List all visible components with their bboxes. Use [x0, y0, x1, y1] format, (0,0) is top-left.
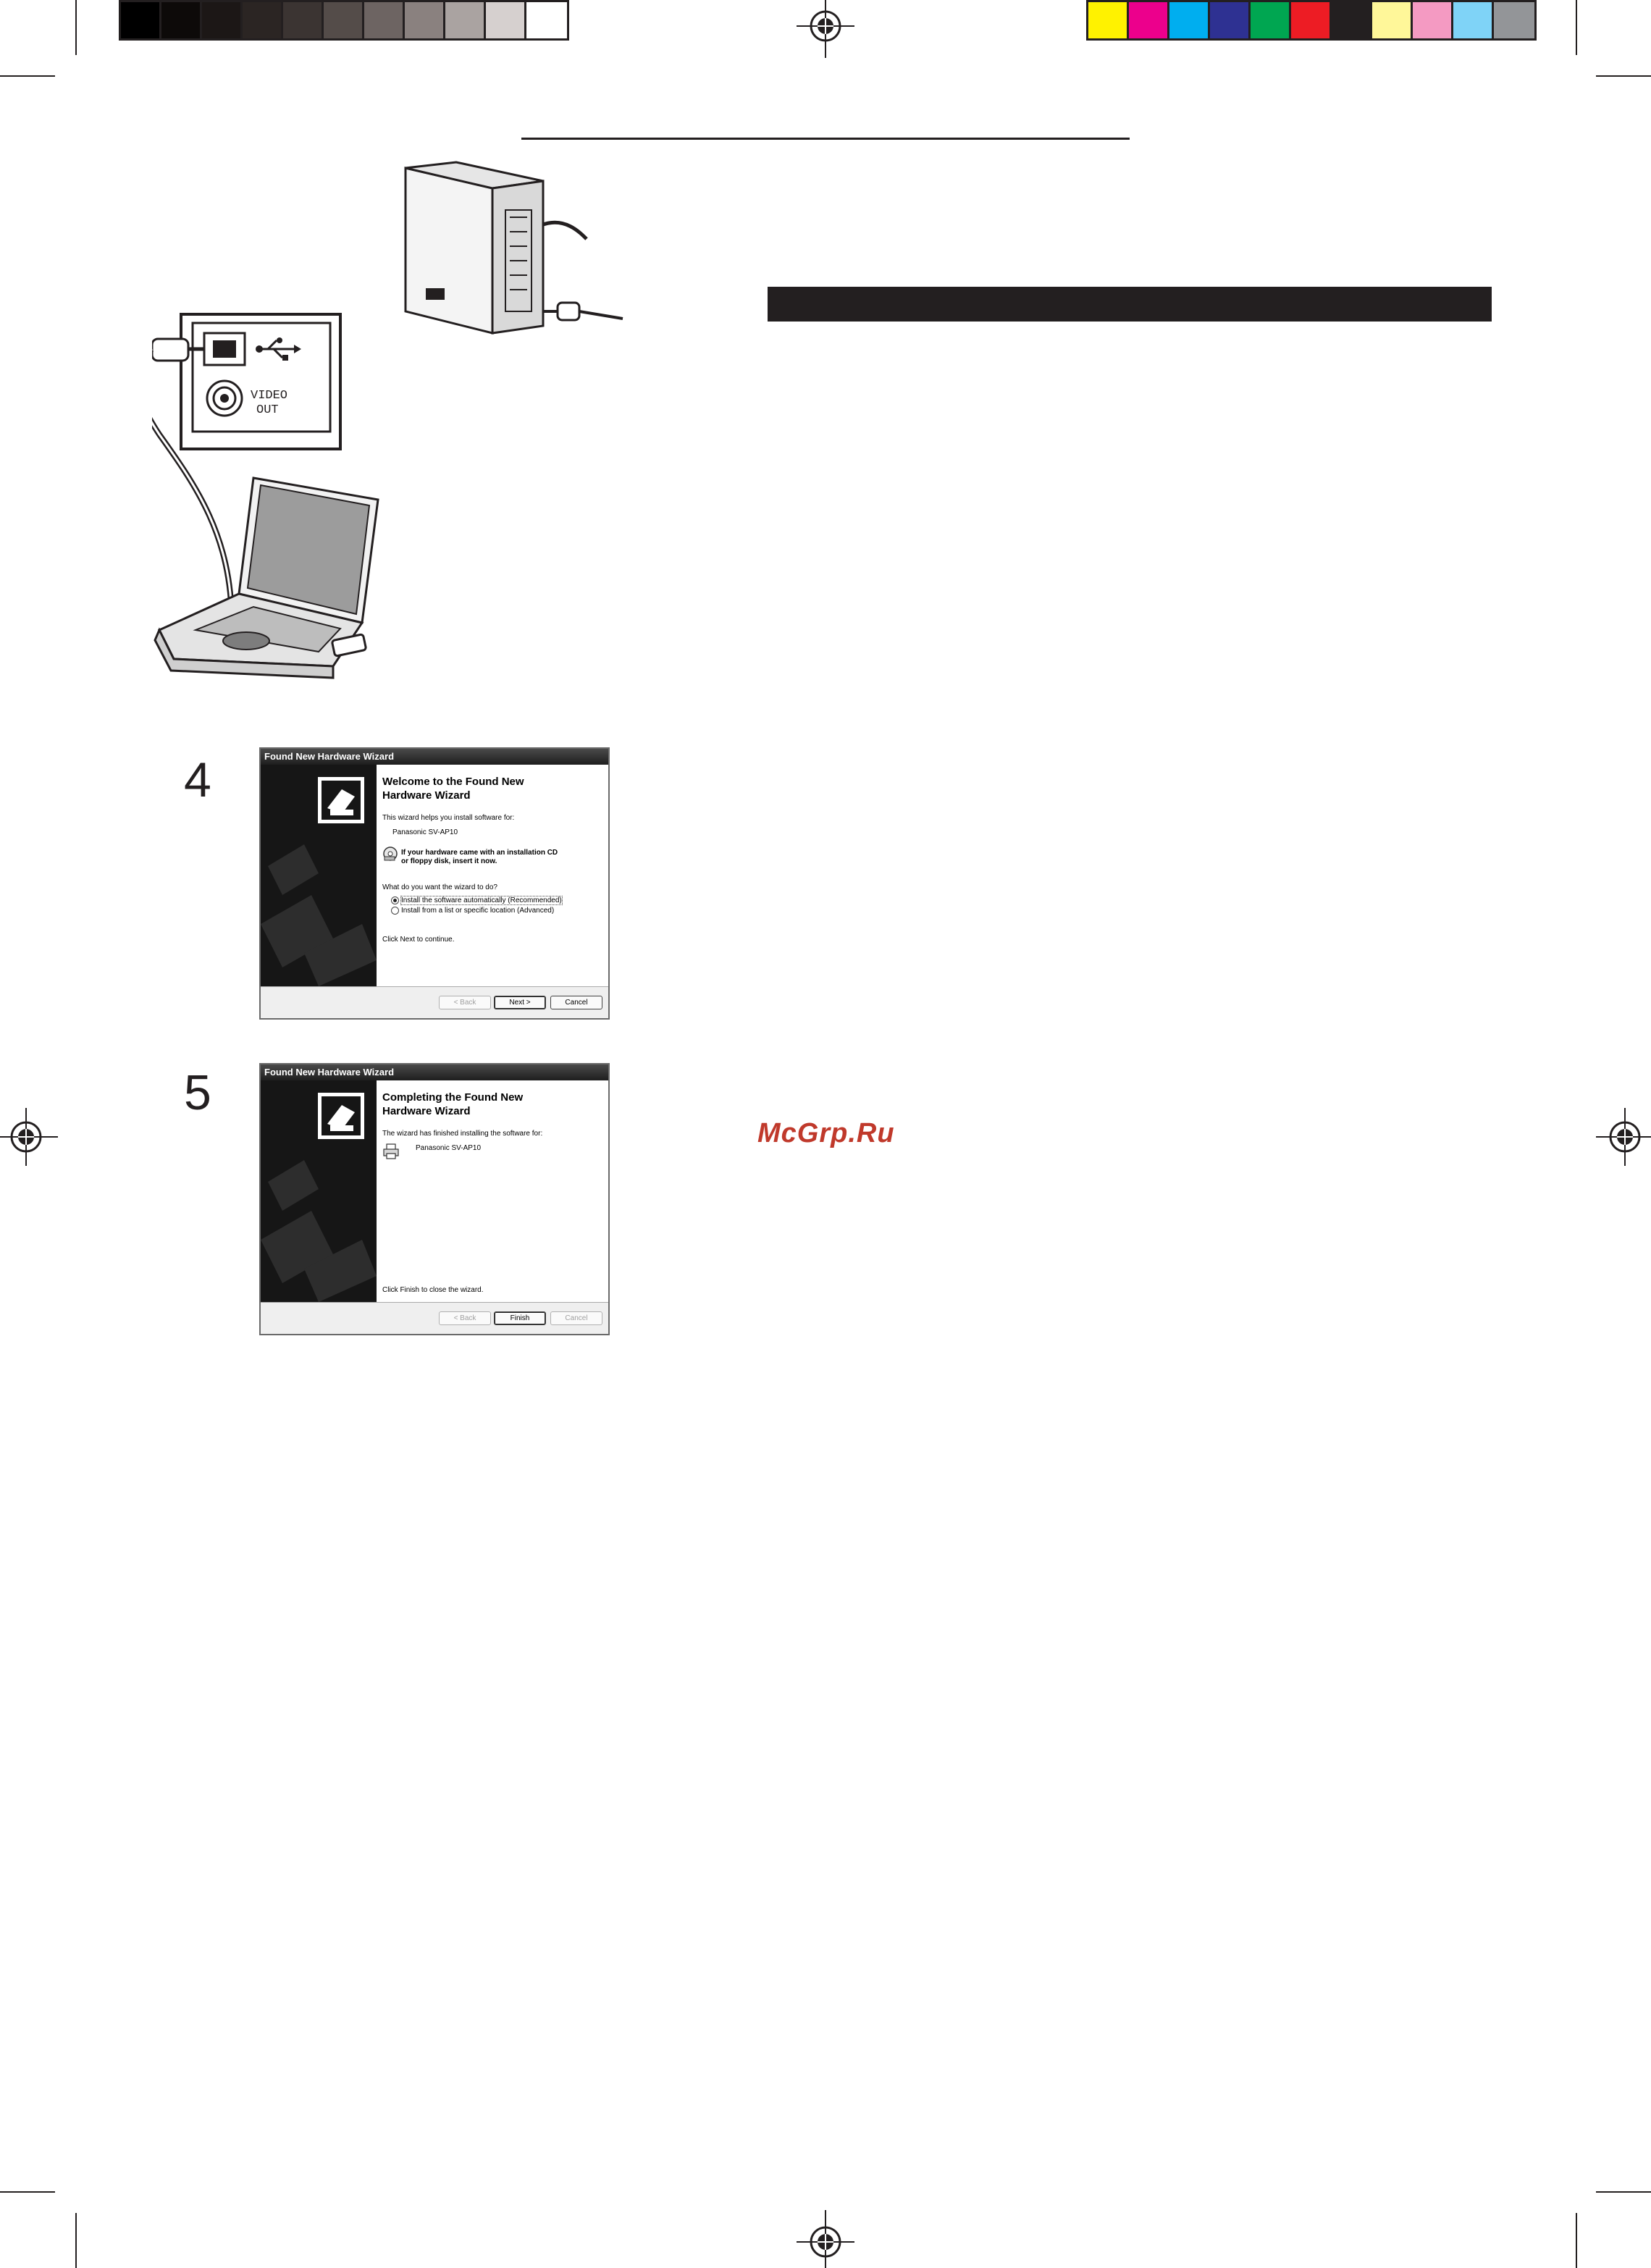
section-heading-bar [768, 287, 1492, 322]
color-swatch [243, 2, 283, 38]
color-swatch [1169, 2, 1210, 38]
wizard-side-panel [261, 1080, 377, 1302]
wizard-welcome-dialog [259, 747, 610, 1020]
wizard-intro-text: This wizard helps you install software for: [382, 814, 515, 822]
color-swatch [283, 2, 324, 38]
color-swatch [1332, 2, 1372, 38]
color-swatch [1372, 2, 1413, 38]
wizard-question-text: What do you want the wizard to do? [382, 883, 497, 891]
color-swatch-bar [1086, 0, 1537, 41]
color-swatch [1453, 2, 1494, 38]
cd-disk-icon [382, 846, 398, 862]
wizard-title-bar: Found New Hardware Wizard [261, 749, 608, 765]
video-label-line-2: OUT [256, 403, 279, 417]
crop-mark [1576, 2213, 1577, 2268]
color-swatch [1251, 2, 1291, 38]
color-swatch [445, 2, 486, 38]
wizard-title-bar: Found New Hardware Wizard [261, 1064, 608, 1080]
wizard-side-panel [261, 765, 377, 986]
wizard-button-bar [261, 986, 608, 1018]
connection-illustration [152, 159, 630, 681]
wizard-completing-dialog [259, 1063, 610, 1335]
crop-mark [1596, 75, 1651, 77]
crop-mark [75, 0, 77, 55]
crop-mark [0, 2191, 55, 2193]
video-label-line-1: VIDEO [251, 389, 288, 403]
radio-option-label: Install from a list or specific location (Advanced) [401, 907, 555, 915]
wizard-heading-line-2: Hardware Wizard [382, 1105, 471, 1117]
video-out-jack-icon [207, 381, 242, 416]
color-swatch [1129, 2, 1169, 38]
radio-install-from-list[interactable] [391, 907, 554, 915]
color-swatch [161, 2, 202, 38]
registration-target-icon [797, 2210, 854, 2268]
next-button[interactable]: Next > [494, 996, 546, 1009]
laptop-icon [155, 478, 378, 678]
registration-target-icon [797, 0, 854, 58]
crop-mark [1576, 0, 1577, 55]
color-swatch [1291, 2, 1332, 38]
step-number: 4 [184, 752, 211, 807]
cancel-button[interactable]: Cancel [550, 1311, 602, 1325]
wizard-intro-text: The wizard has finished installing the software for: [382, 1130, 543, 1138]
gray-swatch-bar [119, 0, 569, 41]
wizard-heading-line-1: Welcome to the Found New [382, 776, 524, 788]
color-swatch [1210, 2, 1251, 38]
color-swatch [526, 2, 567, 38]
finish-button[interactable]: Finish [494, 1311, 546, 1325]
wizard-cd-note-line-1: If your hardware came with an installation CD [401, 849, 558, 857]
back-button[interactable]: < Back [439, 996, 491, 1009]
cancel-button[interactable]: Cancel [550, 996, 602, 1009]
registration-target-icon [1596, 1108, 1651, 1166]
color-swatch [486, 2, 526, 38]
radio-unselected-icon [391, 907, 399, 915]
radio-install-automatically[interactable] [391, 896, 562, 904]
wizard-side-graphic [261, 765, 377, 986]
wizard-heading-line-1: Completing the Found New [382, 1091, 524, 1104]
wizard-footer-note: Click Finish to close the wizard. [382, 1286, 484, 1294]
crop-mark [1596, 2191, 1651, 2193]
wizard-footer-note: Click Next to continue. [382, 936, 455, 944]
color-swatch [364, 2, 405, 38]
crop-mark [0, 75, 55, 77]
color-swatch [202, 2, 243, 38]
watermark-text: McGrp.Ru [757, 1118, 895, 1148]
crop-mark [75, 2213, 77, 2268]
printer-device-icon [382, 1143, 400, 1160]
step-number: 5 [184, 1065, 211, 1120]
wizard-button-bar [261, 1302, 608, 1334]
color-swatch [1494, 2, 1534, 38]
wizard-cd-note-line-2: or floppy disk, insert it now. [401, 857, 497, 865]
wizard-device-name: Panasonic SV-AP10 [416, 1144, 482, 1152]
registration-target-icon [0, 1108, 58, 1166]
color-swatch [1088, 2, 1129, 38]
printer-icon [406, 162, 623, 333]
color-swatch [324, 2, 364, 38]
color-swatch [121, 2, 161, 38]
wizard-device-name: Panasonic SV-AP10 [392, 828, 458, 836]
radio-selected-icon [391, 896, 399, 904]
wizard-heading-line-2: Hardware Wizard [382, 789, 471, 802]
back-button[interactable]: < Back [439, 1311, 491, 1325]
radio-option-label: Install the software automatically (Recommended) [401, 896, 562, 904]
header-rule [521, 138, 1130, 140]
color-swatch [405, 2, 445, 38]
color-swatch [1413, 2, 1453, 38]
wizard-side-graphic [261, 1080, 377, 1302]
